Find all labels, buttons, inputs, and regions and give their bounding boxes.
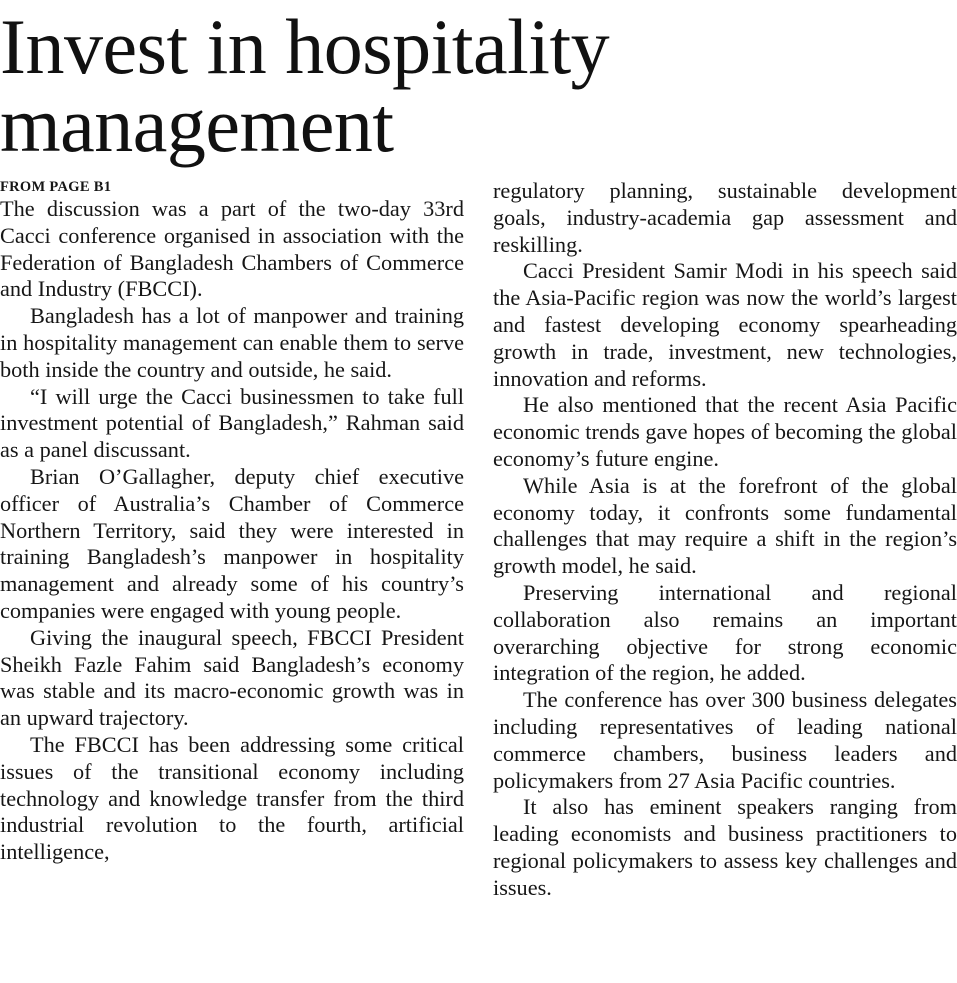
paragraph: Cacci President Samir Modi in his speech said the Asia-Pacific region was now the world’s largest and fastest developing economy spearheading growth in trade, investment, new technologies, innovation and reforms.: [493, 258, 957, 391]
continuation-kicker: FROM PAGE B1: [0, 179, 112, 195]
paragraph: Giving the inaugural speech, FBCCI President Sheikh Fazle Fahim said Bangladesh’s economy was stable and its macro-economic growth was in an upward trajectory.: [0, 624, 464, 731]
paragraph: The conference has over 300 business delegates including representatives of leading national commerce chambers, business leaders and policymakers from 27 Asia Pacific countries.: [493, 687, 957, 793]
article-column-right: [493, 178, 957, 902]
paragraph: “I will urge the Cacci businessmen to take full investment potential of Bangladesh,” Rahman said as a panel discussant.: [0, 383, 464, 463]
paragraph: Brian O’Gallagher, deputy chief executive officer of Australia’s Chamber of Commerce Northern Territory, said they were interested in training Bangladesh’s manpower in hospitality management and already some of his country’s companies were engaged with young people.: [0, 463, 464, 623]
paragraph: Preserving international and regional collaboration also remains an important overarching objective for strong economic integration of the region, he added.: [493, 579, 957, 686]
paragraph: regulatory planning, sustainable development goals, industry-academia gap assessment and reskilling.: [493, 178, 957, 257]
headline: Invest in hospitality management: [0, 3, 610, 168]
paragraph: He also mentioned that the recent Asia Pacific economic trends gave hopes of becoming the global economy’s future engine.: [493, 392, 957, 471]
paragraph: It also has eminent speakers ranging from leading economists and business practitioners to regional policymakers to assess key challenges and issues.: [493, 794, 957, 900]
article-column-left: [0, 178, 464, 866]
paragraph: The FBCCI has been addressing some critical issues of the transitional economy including technology and knowledge transfer from the third industrial revolution to the fourth, artificial intelligence,: [0, 731, 464, 865]
paragraph: The discussion was a part of the two-day 33rd Cacci conference organised in association with the Federation of Bangladesh Chambers of Commerce and Industry (FBCCI).: [0, 196, 464, 302]
paragraph: Bangladesh has a lot of manpower and training in hospitality management can enable them to serve both inside the country and outside, he said.: [0, 303, 464, 382]
paragraph: While Asia is at the forefront of the global economy today, it confronts some fundamental challenges that may require a shift in the region’s growth model, he said.: [493, 472, 957, 579]
